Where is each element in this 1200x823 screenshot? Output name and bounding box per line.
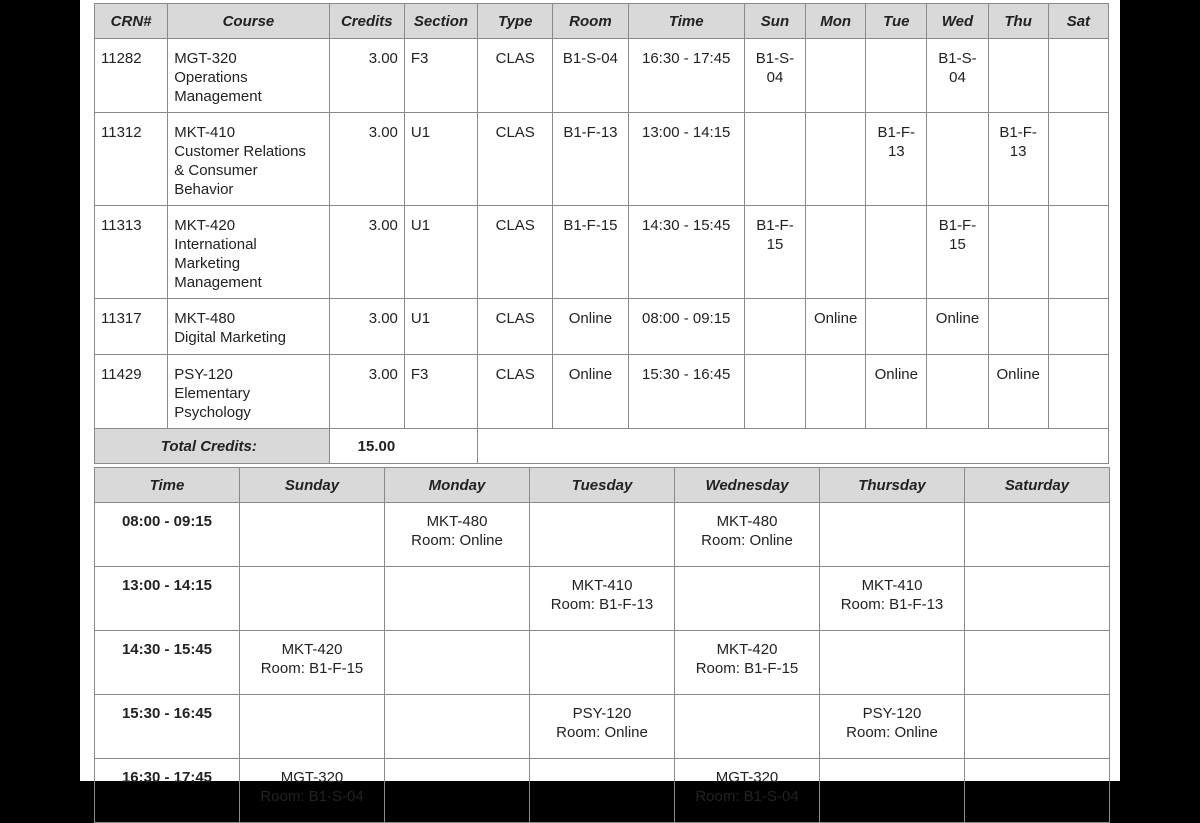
course-text: MGT-320 xyxy=(174,50,237,67)
column-header: Section xyxy=(404,4,477,39)
crn-cell: 11312 xyxy=(95,113,168,206)
day-cell-sun xyxy=(744,113,805,206)
day-cell-mon xyxy=(806,355,866,429)
column-header: Saturday xyxy=(965,468,1110,503)
course-text: Management xyxy=(174,88,262,105)
schedule-cell xyxy=(240,695,385,759)
credits-cell: 3.00 xyxy=(329,299,404,355)
column-header: Type xyxy=(478,4,553,39)
total-row-filler xyxy=(478,429,1109,464)
column-header: Room xyxy=(553,4,628,39)
credits-cell: 3.00 xyxy=(329,113,404,206)
schedule-cell xyxy=(820,503,965,567)
schedule-cell xyxy=(965,695,1110,759)
section-cell: F3 xyxy=(404,355,477,429)
schedule-entry-text: Room: Online xyxy=(411,532,503,549)
course-table-header-row xyxy=(95,4,1109,39)
day-cell-thu xyxy=(988,113,1048,206)
day-cell-tue xyxy=(866,355,927,429)
day-room-text: 13 xyxy=(887,143,905,160)
day-cell-sat xyxy=(1048,206,1108,299)
day-cell-sun xyxy=(744,299,805,355)
day-room-text: B1-F- xyxy=(877,124,916,141)
schedule-cell xyxy=(385,631,530,695)
time-slot-cell: 14:30 - 15:45 xyxy=(95,631,240,695)
time-slot-row xyxy=(95,631,1110,695)
day-cell-sat xyxy=(1048,355,1108,429)
total-credits-label: Total Credits: xyxy=(95,429,330,464)
column-header: Mon xyxy=(806,4,866,39)
schedule-cell xyxy=(965,503,1110,567)
day-room-text: B1-S- xyxy=(938,50,977,67)
day-cell-thu xyxy=(988,206,1048,299)
day-room-text: 15 xyxy=(766,236,784,253)
schedule-cell xyxy=(240,567,385,631)
schedule-cell xyxy=(675,695,820,759)
total-credits-value: 15.00 xyxy=(329,429,477,464)
course-row xyxy=(95,39,1109,113)
column-header: Monday xyxy=(385,468,530,503)
time-cell: 14:30 - 15:45 xyxy=(628,206,744,299)
schedule-cell xyxy=(965,631,1110,695)
day-room-text: B1-F- xyxy=(999,124,1037,141)
schedule-cell xyxy=(240,759,385,823)
column-header: Wed xyxy=(927,4,988,39)
schedule-entry-text: PSY-120 xyxy=(862,705,922,722)
time-cell: 13:00 - 14:15 xyxy=(628,113,744,206)
day-cell-sat xyxy=(1048,113,1108,206)
type-cell: CLAS xyxy=(478,113,553,206)
schedule-cell xyxy=(530,695,675,759)
day-cell-wed xyxy=(927,206,988,299)
course-text: Management xyxy=(174,274,262,291)
schedule-entry-text: MKT-410 xyxy=(861,577,923,594)
weekly-table-header-row xyxy=(95,468,1110,503)
section-cell: U1 xyxy=(404,206,477,299)
course-text: MKT-420 xyxy=(174,217,236,234)
column-header: Time xyxy=(95,468,240,503)
course-text: Marketing xyxy=(174,255,241,272)
schedule-cell xyxy=(820,631,965,695)
crn-cell: 11282 xyxy=(95,39,168,113)
course-registration-table xyxy=(94,3,1109,464)
schedule-cell xyxy=(385,567,530,631)
schedule-cell xyxy=(530,503,675,567)
course-row xyxy=(95,113,1109,206)
course-row xyxy=(95,206,1109,299)
course-cell xyxy=(168,299,329,355)
schedule-cell xyxy=(385,759,530,823)
day-cell-mon xyxy=(806,113,866,206)
room-cell: B1-F-15 xyxy=(553,206,628,299)
day-room-text: Online xyxy=(813,310,858,327)
day-room-text: B1-F- xyxy=(938,217,977,234)
section-cell: F3 xyxy=(404,39,477,113)
column-header: Course xyxy=(168,4,329,39)
day-room-text: Online xyxy=(935,310,980,327)
column-header: Thursday xyxy=(820,468,965,503)
room-cell: Online xyxy=(553,299,628,355)
schedule-entry-text: MGT-320 xyxy=(280,769,344,786)
type-cell: CLAS xyxy=(478,39,553,113)
day-cell-sun xyxy=(744,206,805,299)
schedule-cell xyxy=(530,759,675,823)
course-row xyxy=(95,355,1109,429)
total-credits-row xyxy=(95,429,1109,464)
column-header: Time xyxy=(628,4,744,39)
schedule-entry-text: Room: B1-F-15 xyxy=(695,660,799,677)
schedule-cell xyxy=(820,695,965,759)
day-cell-mon xyxy=(806,206,866,299)
schedule-entry-text: Room: B1-S-04 xyxy=(260,788,364,805)
document-page xyxy=(80,0,1120,805)
room-cell: B1-F-13 xyxy=(553,113,628,206)
schedule-entry-text: MKT-480 xyxy=(716,513,778,530)
course-text: MKT-410 xyxy=(174,124,236,141)
crn-cell: 11313 xyxy=(95,206,168,299)
type-cell: CLAS xyxy=(478,355,553,429)
course-text: PSY-120 xyxy=(174,366,233,383)
schedule-cell xyxy=(675,567,820,631)
crn-cell: 11317 xyxy=(95,299,168,355)
schedule-entry-text: Room: B1-F-13 xyxy=(840,596,944,613)
type-cell: CLAS xyxy=(478,299,553,355)
time-slot-row xyxy=(95,567,1110,631)
column-header: Tuesday xyxy=(530,468,675,503)
day-cell-sun xyxy=(744,39,805,113)
time-cell: 16:30 - 17:45 xyxy=(628,39,744,113)
column-header: Credits xyxy=(329,4,404,39)
schedule-entry-text: Room: Online xyxy=(556,724,648,741)
schedule-cell xyxy=(965,759,1110,823)
column-header: CRN# xyxy=(95,4,168,39)
schedule-cell xyxy=(820,567,965,631)
day-cell-thu xyxy=(988,299,1048,355)
schedule-cell xyxy=(965,567,1110,631)
time-slot-row xyxy=(95,695,1110,759)
day-room-text: B1-S- xyxy=(755,50,795,67)
day-room-text: 15 xyxy=(949,236,966,253)
credits-cell: 3.00 xyxy=(329,206,404,299)
time-cell: 08:00 - 09:15 xyxy=(628,299,744,355)
schedule-entry-text: MKT-420 xyxy=(716,641,778,658)
schedule-cell xyxy=(385,695,530,759)
day-cell-wed xyxy=(927,113,988,206)
schedule-entry-text: Room: B1-S-04 xyxy=(695,788,799,805)
day-room-text: 13 xyxy=(1009,143,1027,160)
day-cell-tue xyxy=(866,299,927,355)
schedule-cell xyxy=(675,631,820,695)
room-cell: Online xyxy=(553,355,628,429)
time-slot-row xyxy=(95,503,1110,567)
day-cell-thu xyxy=(988,39,1048,113)
room-cell: B1-S-04 xyxy=(553,39,628,113)
section-cell: U1 xyxy=(404,299,477,355)
schedule-cell xyxy=(675,503,820,567)
schedule-entry-text: Room: Online xyxy=(701,532,793,549)
course-text: Operations xyxy=(174,69,248,86)
course-text: Digital Marketing xyxy=(174,329,286,346)
section-cell: U1 xyxy=(404,113,477,206)
schedule-cell xyxy=(240,503,385,567)
schedule-cell xyxy=(530,567,675,631)
schedule-entry-text: Room: Online xyxy=(846,724,938,741)
day-cell-wed xyxy=(927,299,988,355)
time-slot-cell: 16:30 - 17:45 xyxy=(95,759,240,823)
schedule-entry-text: MGT-320 xyxy=(715,769,779,786)
day-room-text: Online xyxy=(996,366,1040,383)
credits-cell: 3.00 xyxy=(329,355,404,429)
column-header: Sun xyxy=(744,4,805,39)
schedule-cell xyxy=(820,759,965,823)
day-cell-tue xyxy=(866,206,927,299)
course-text: Customer Relations xyxy=(174,143,306,160)
day-room-text: 04 xyxy=(766,69,784,86)
type-cell: CLAS xyxy=(478,206,553,299)
schedule-entry-text: MKT-420 xyxy=(281,641,343,658)
column-header: Wednesday xyxy=(675,468,820,503)
schedule-entry-text: Room: B1-F-13 xyxy=(550,596,654,613)
day-cell-thu xyxy=(988,355,1048,429)
course-text: Behavior xyxy=(174,181,234,198)
time-slot-cell: 15:30 - 16:45 xyxy=(95,695,240,759)
schedule-entry-text: Room: B1-F-15 xyxy=(260,660,364,677)
time-slot-cell: 08:00 - 09:15 xyxy=(95,503,240,567)
crn-cell: 11429 xyxy=(95,355,168,429)
course-text: MKT-480 xyxy=(174,310,236,327)
credits-cell: 3.00 xyxy=(329,39,404,113)
day-room-text: 04 xyxy=(949,69,966,86)
weekly-table-body xyxy=(95,503,1110,823)
day-room-text: B1-F- xyxy=(756,217,794,234)
schedule-cell xyxy=(385,503,530,567)
course-row xyxy=(95,299,1109,355)
day-cell-wed xyxy=(927,39,988,113)
day-cell-mon xyxy=(806,39,866,113)
course-table-body xyxy=(95,39,1109,464)
course-cell xyxy=(168,113,329,206)
schedule-entry-text: MKT-410 xyxy=(571,577,633,594)
column-header: Thu xyxy=(988,4,1048,39)
course-cell xyxy=(168,206,329,299)
weekly-schedule-table xyxy=(94,467,1110,823)
day-room-text: Online xyxy=(874,366,918,383)
course-cell xyxy=(168,355,329,429)
course-text: Elementary xyxy=(174,385,251,402)
day-cell-sat xyxy=(1048,299,1108,355)
course-text: International xyxy=(174,236,257,253)
day-cell-sat xyxy=(1048,39,1108,113)
schedule-cell xyxy=(675,759,820,823)
day-cell-tue xyxy=(866,39,927,113)
schedule-cell xyxy=(240,631,385,695)
day-cell-sun xyxy=(744,355,805,429)
column-header: Sunday xyxy=(240,468,385,503)
day-cell-wed xyxy=(927,355,988,429)
schedule-entry-text: PSY-120 xyxy=(572,705,632,722)
time-slot-row xyxy=(95,759,1110,823)
column-header: Tue xyxy=(866,4,927,39)
schedule-entry-text: MKT-480 xyxy=(426,513,488,530)
course-text: & Consumer xyxy=(174,162,258,179)
column-header: Sat xyxy=(1048,4,1108,39)
course-cell xyxy=(168,39,329,113)
course-text: Psychology xyxy=(174,404,251,421)
day-cell-mon xyxy=(806,299,866,355)
time-slot-cell: 13:00 - 14:15 xyxy=(95,567,240,631)
schedule-cell xyxy=(530,631,675,695)
day-cell-tue xyxy=(866,113,927,206)
time-cell: 15:30 - 16:45 xyxy=(628,355,744,429)
